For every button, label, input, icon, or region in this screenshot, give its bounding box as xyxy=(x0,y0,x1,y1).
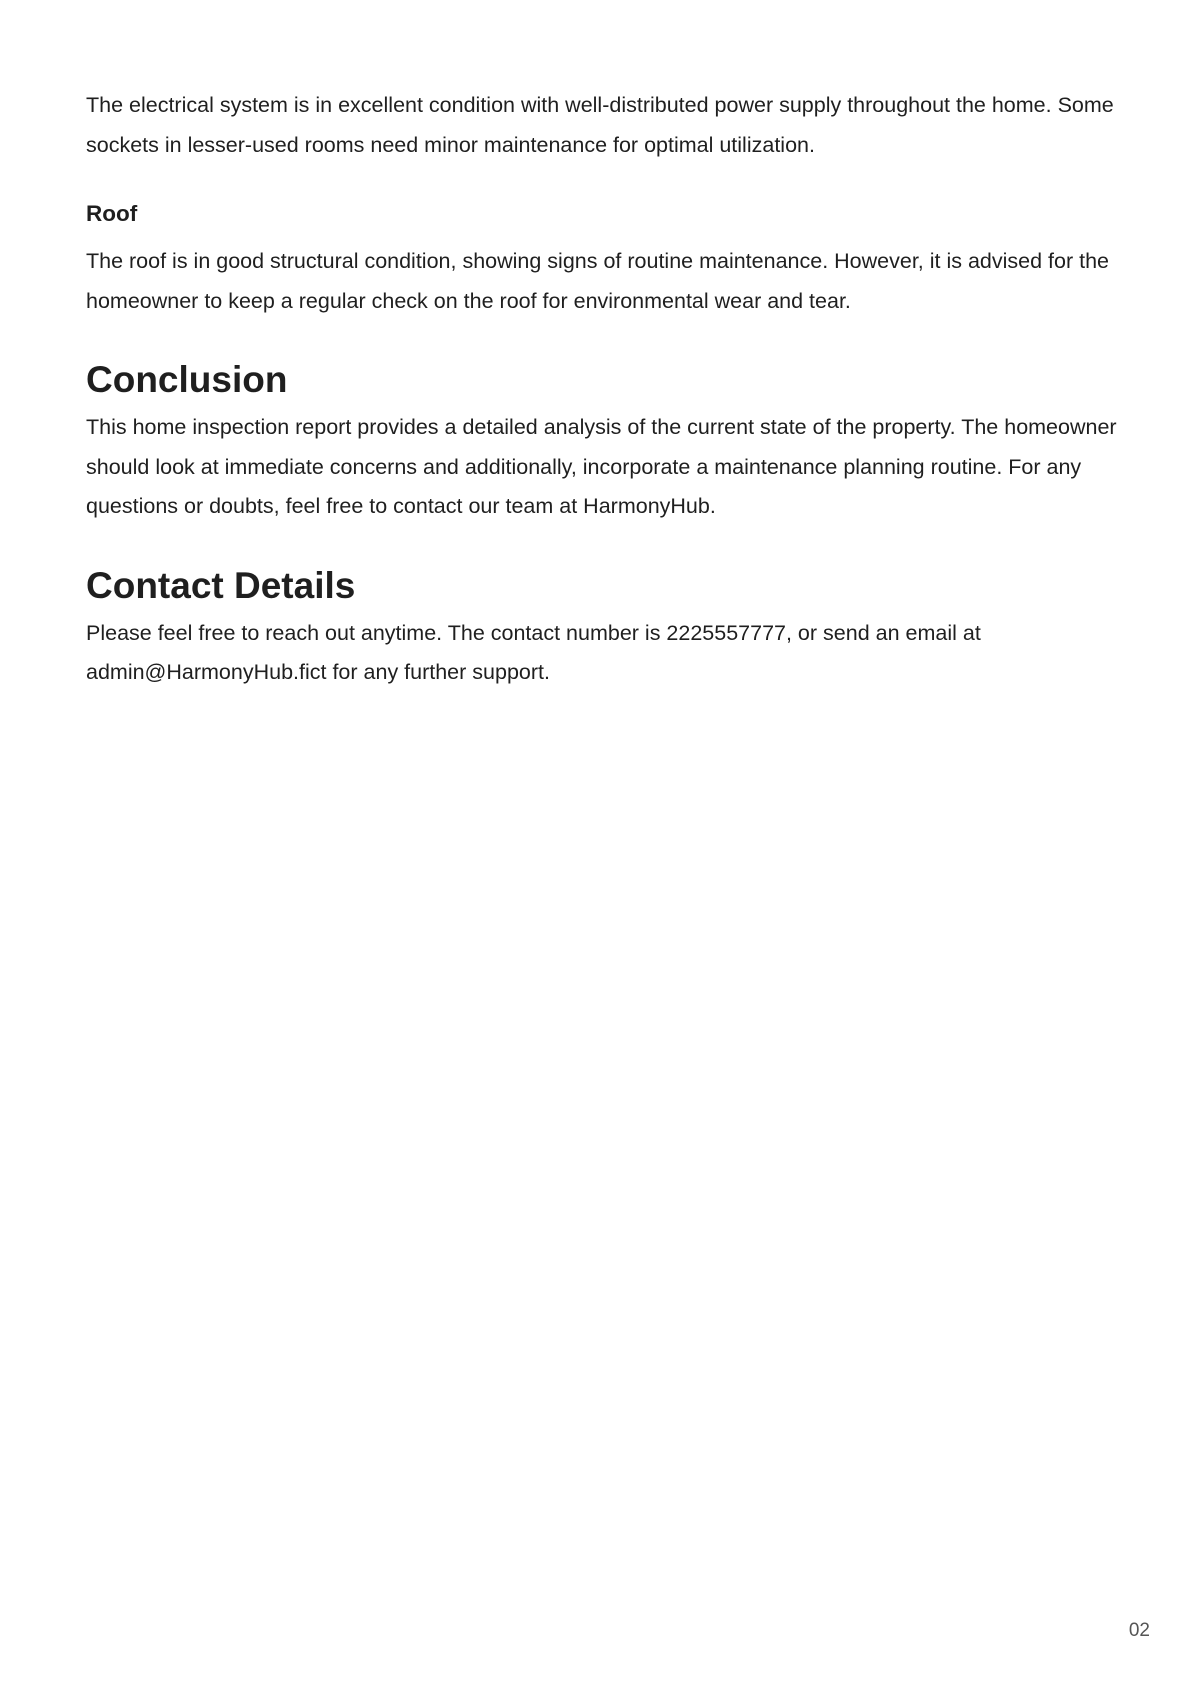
document-page xyxy=(86,86,1121,693)
contact-details-heading: Contact Details xyxy=(86,564,356,606)
conclusion-paragraph: This home inspection report provides a detailed analysis of the current state of the property. The homeowner should look at immediate concerns and additionally, incorporate a maintenance planning routine. For any questions or doubts, feel free to contact our team at HarmonyHub. xyxy=(86,415,1117,518)
conclusion-heading: Conclusion xyxy=(86,359,288,400)
page-number: 02 xyxy=(1128,1620,1150,1641)
roof-heading: Roof xyxy=(86,201,138,226)
electrical-paragraph: The electrical system is in excellent condition with well-distributed power supply throughout the home. Some sockets in lesser-used rooms need minor maintenance for optimal utilization. xyxy=(86,93,1114,157)
contact-details-paragraph: Please feel free to reach out anytime. The contact number is 2225557777, or send an email at admin@HarmonyHub.fict for any further support. xyxy=(86,620,981,684)
roof-paragraph: The roof is in good structural condition, showing signs of routine maintenance. However, it is advised for the homeowner to keep a regular check on the roof for environmental wear and tear. xyxy=(86,249,1109,313)
